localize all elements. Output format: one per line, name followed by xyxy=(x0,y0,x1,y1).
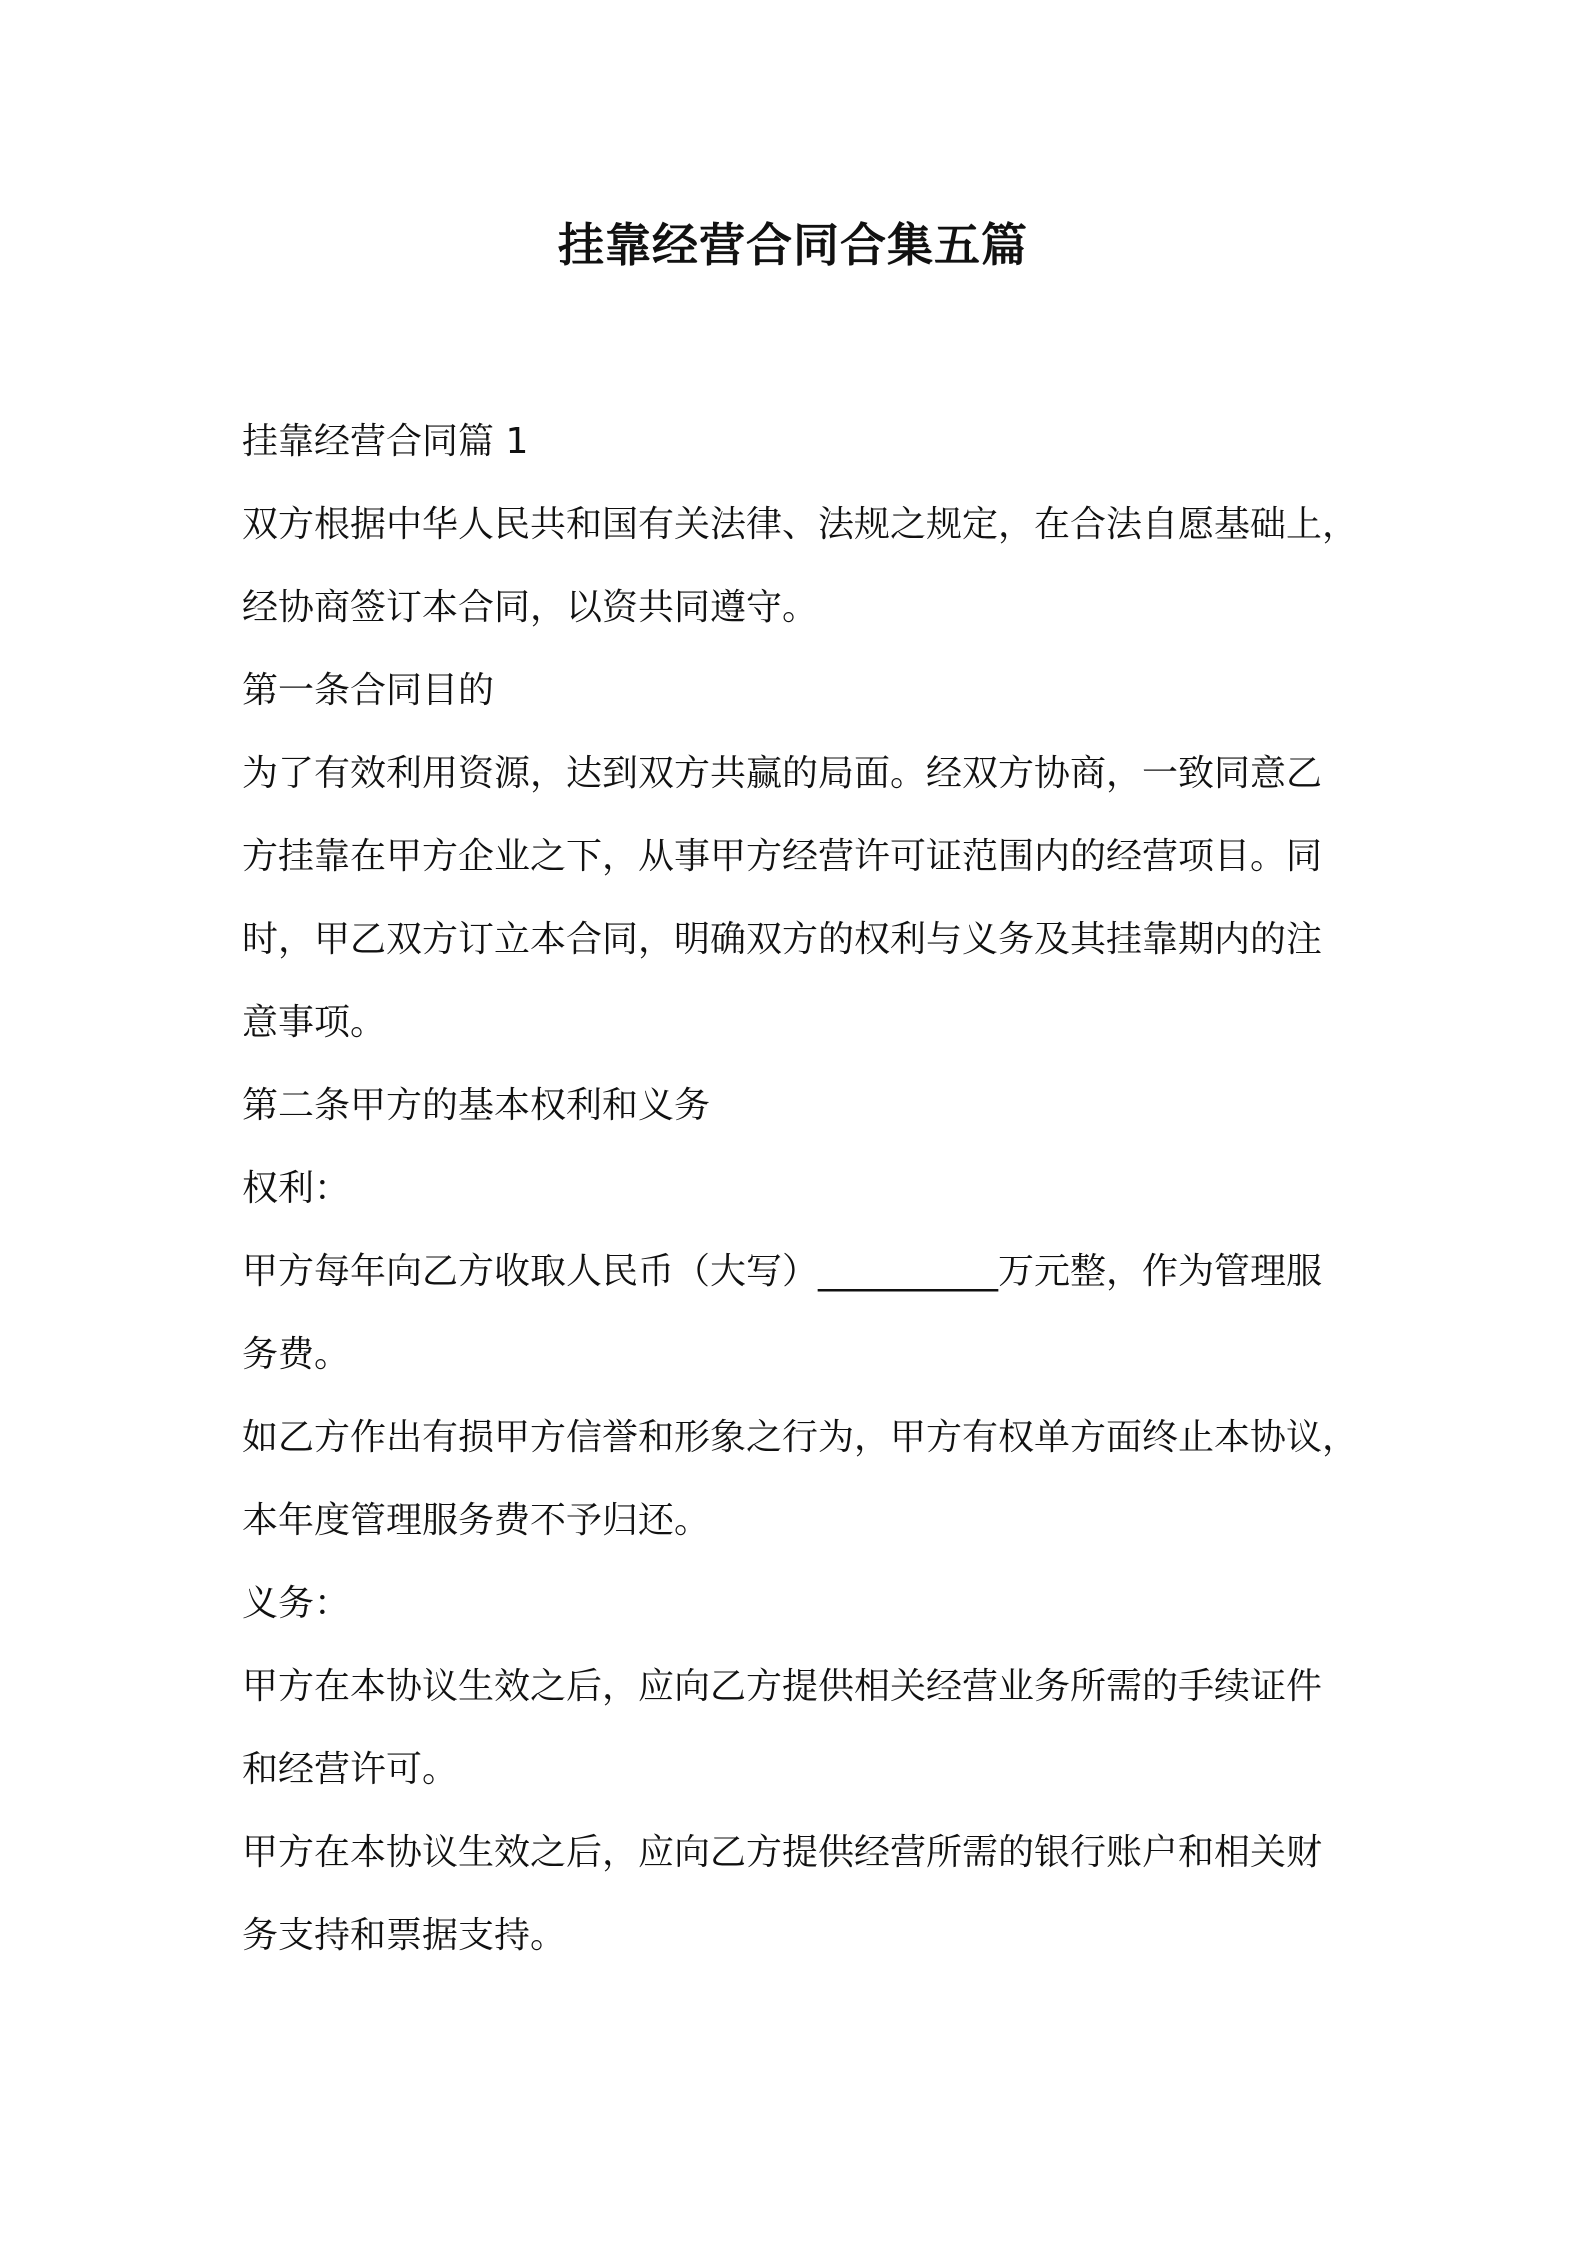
body-line: 务费。 xyxy=(242,1334,351,1375)
body-line: 方挂靠在甲方企业之下，从事甲方经营许可证范围内的经营项目。同 xyxy=(242,836,1323,877)
document-title: 挂靠经营合同合集五篇 xyxy=(558,218,1028,272)
article-heading: 第一条合同目的 xyxy=(242,670,495,711)
body-line: 务支持和票据支持。 xyxy=(242,1915,567,1956)
body-line: 甲方在本协议生效之后，应向乙方提供相关经营业务所需的手续证件 xyxy=(242,1666,1323,1707)
article-heading: 第二条甲方的基本权利和义务 xyxy=(242,1085,711,1126)
document-body xyxy=(242,400,1362,1977)
body-line: 甲方在本协议生效之后，应向乙方提供经营所需的银行账户和相关财 xyxy=(242,1832,1323,1873)
body-line: 本年度管理服务费不予归还。 xyxy=(242,1500,711,1541)
subheading-obligations: 义务： xyxy=(242,1583,351,1624)
body-line: 和经营许可。 xyxy=(242,1749,459,1790)
section-heading: 挂靠经营合同篇 1 xyxy=(242,421,529,462)
body-line: 意事项。 xyxy=(242,1002,387,1043)
body-line: 时，甲乙双方订立本合同，明确双方的权利与义务及其挂靠期内的注 xyxy=(242,919,1323,960)
body-line: 如乙方作出有损甲方信誉和形象之行为，甲方有权单方面终止本协议， xyxy=(242,1417,1359,1458)
body-line: 甲方每年向乙方收取人民币（大写）__________万元整，作为管理服 xyxy=(242,1251,1323,1292)
body-line: 双方根据中华人民共和国有关法律、法规之规定，在合法自愿基础上， xyxy=(242,504,1359,545)
body-line: 为了有效利用资源，达到双方共赢的局面。经双方协商，一致同意乙 xyxy=(242,753,1323,794)
subheading-rights: 权利： xyxy=(242,1168,351,1209)
body-line: 经协商签订本合同，以资共同遵守。 xyxy=(242,587,819,628)
